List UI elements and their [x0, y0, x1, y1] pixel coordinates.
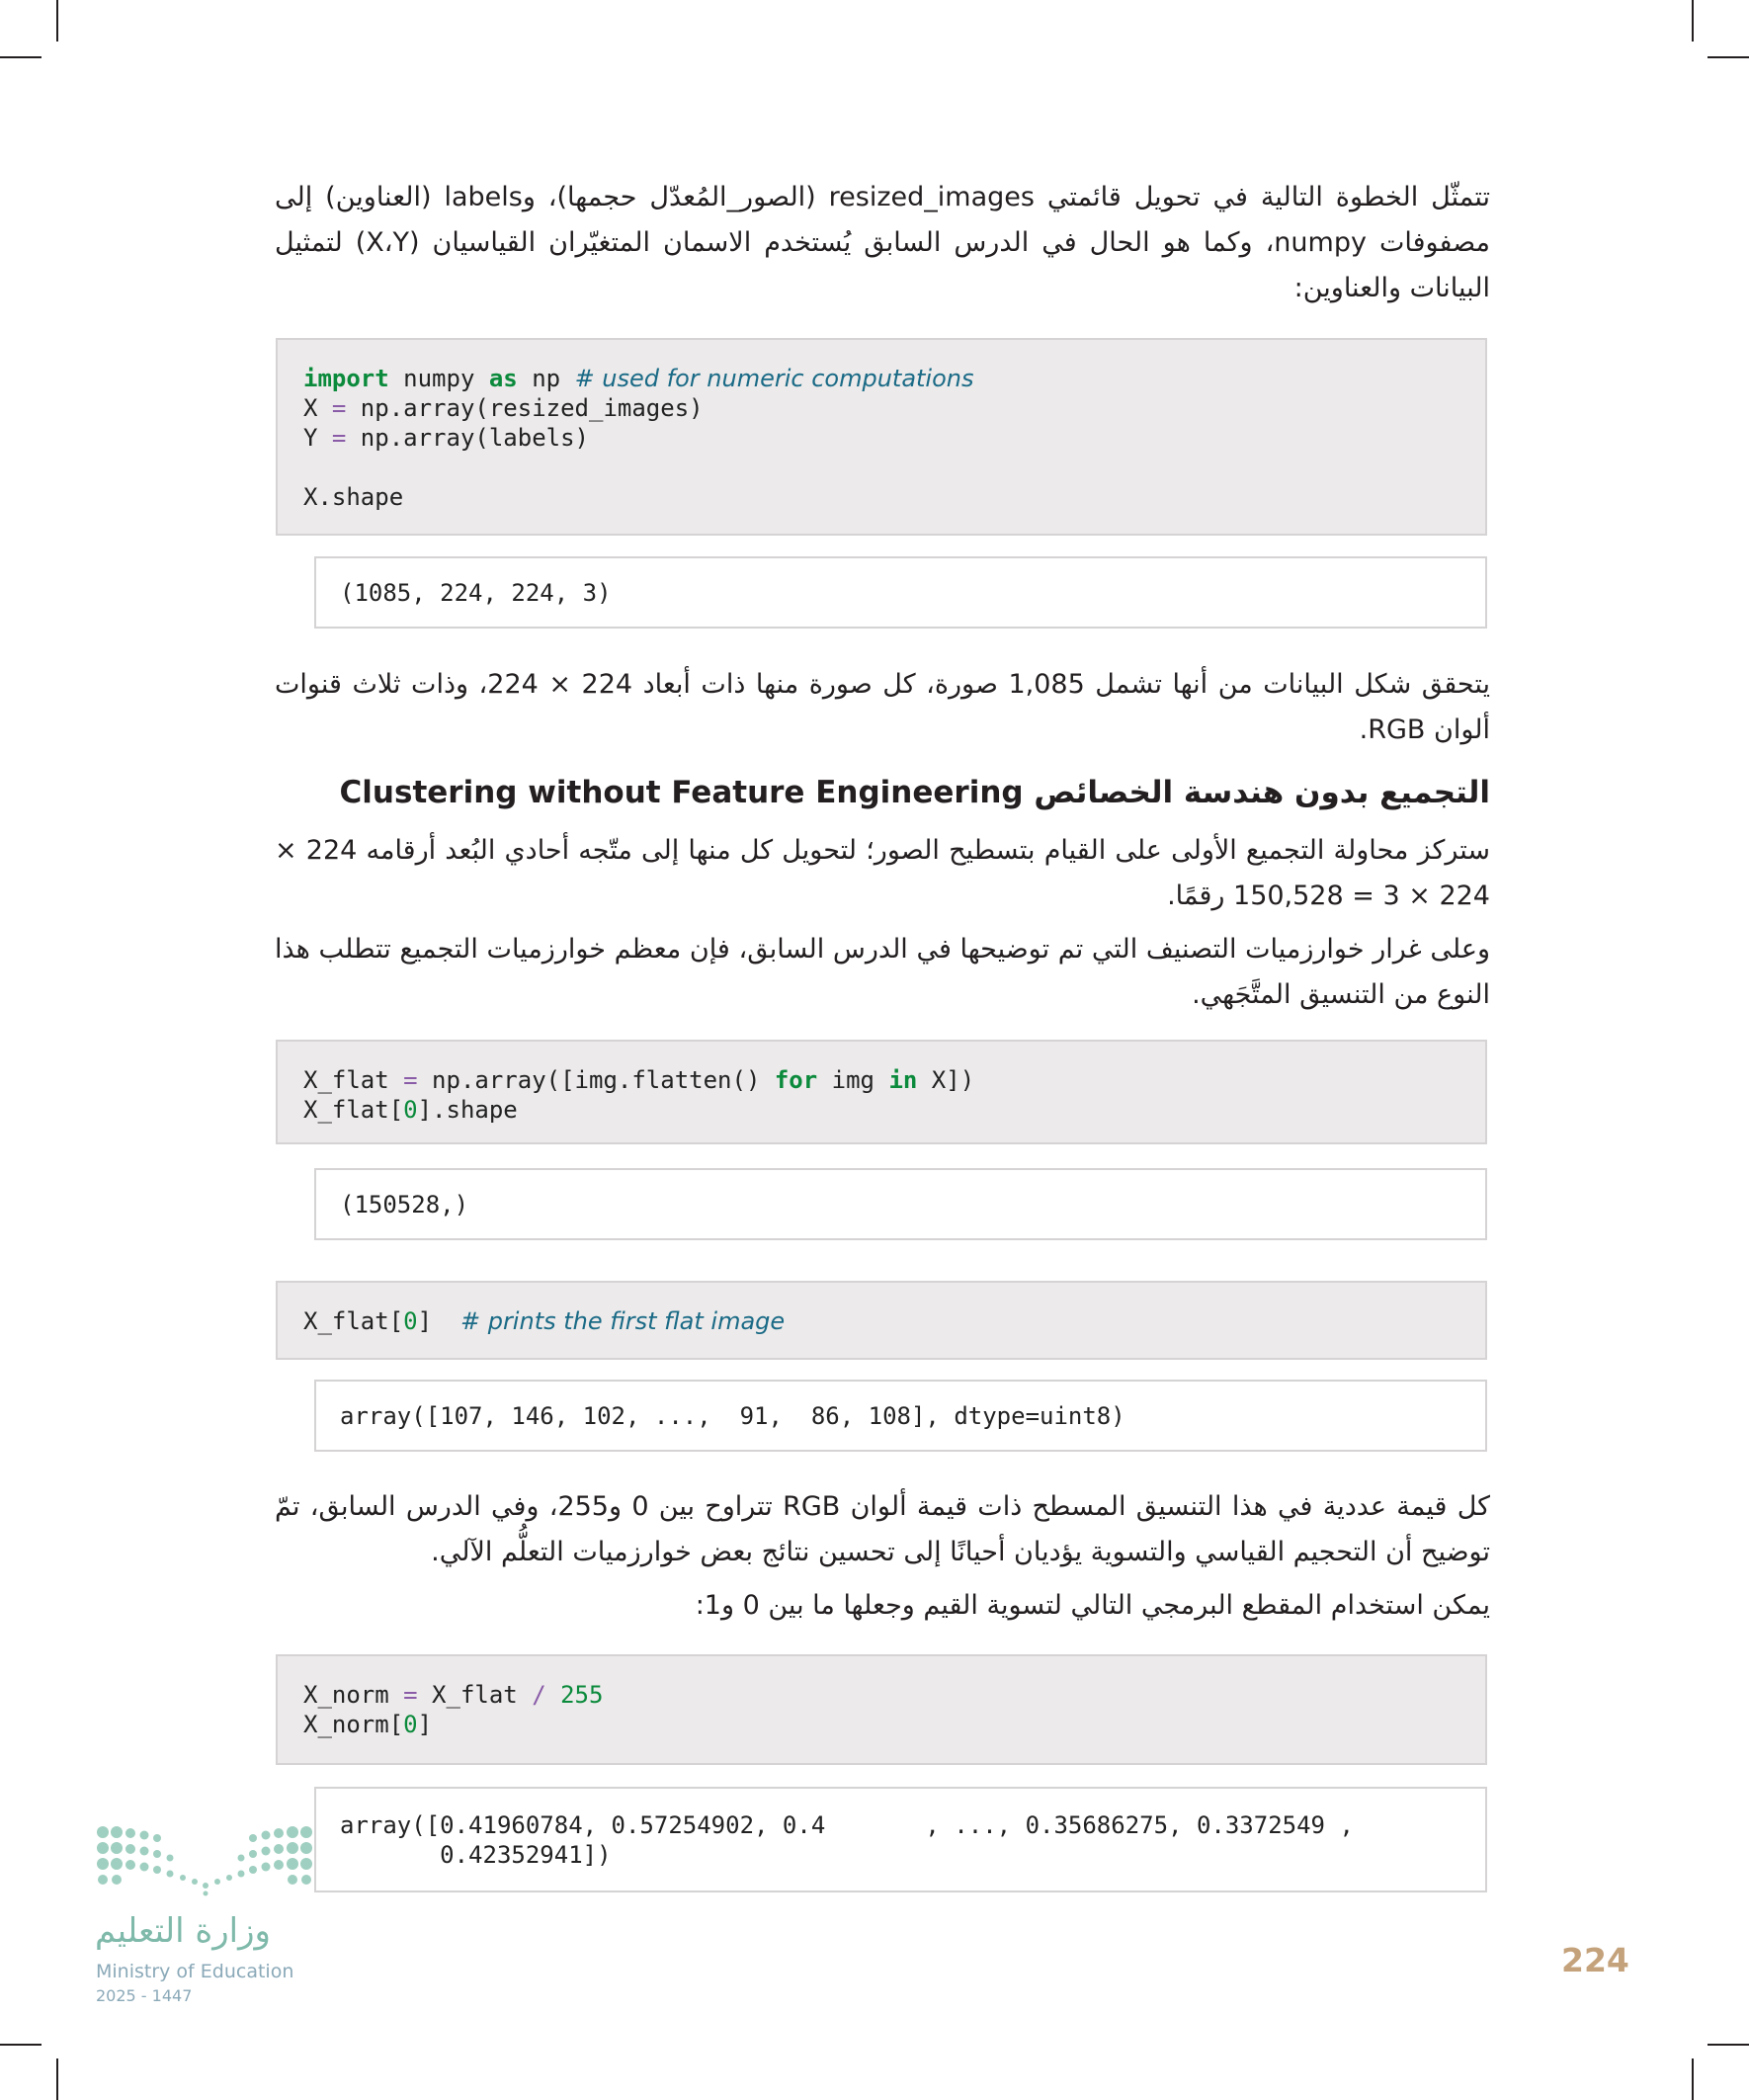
section-heading: التجميع بدون هندسة الخصائص Clustering without Feature Engineering — [339, 775, 1490, 810]
code-line: X = np.array(resized_images) — [303, 394, 704, 422]
crop-mark — [56, 0, 58, 42]
code-line: import numpy as np # used for numeric computations — [303, 365, 974, 392]
crop-mark — [1692, 2058, 1694, 2100]
crop-mark — [56, 2058, 58, 2100]
intro-paragraph: تتمثّل الخطوة التالية في تحويل قائمتي resized_images (الصور_المُعدّل حجمها)، وlabels (العناوين) إلى مصفوفات numpy، وكما هو الحال في الدرس السابق يُستخدم الاسمان المتغيّران القياسيان (X،Y) لتمثيل البيانات والعناوين: — [275, 182, 1491, 303]
crop-mark — [0, 2044, 42, 2046]
page-number: 224 — [1561, 1941, 1629, 1979]
code-line: X_flat[0] # prints the first flat image — [303, 1307, 786, 1335]
code-block-normalize — [276, 1654, 1487, 1765]
ministry-logo-icon — [95, 1824, 314, 1897]
crop-mark — [1707, 2044, 1749, 2046]
edition-year: 2025 - 1447 — [96, 1986, 193, 2005]
ministry-name-english: Ministry of Education — [96, 1961, 294, 1982]
code-line: X_flat[0].shape — [303, 1096, 518, 1124]
code-line: X_norm[0] — [303, 1711, 433, 1738]
code-block-numpy-arrays — [276, 338, 1487, 536]
output-normalized-array: array([0.41960784, 0.57254902, 0.4 , ..., 0.35686275, 0.3372549 , 0.42352941]) — [314, 1787, 1487, 1892]
code-line-blank — [303, 453, 1459, 482]
output-shape: (1085, 224, 224, 3) — [314, 556, 1487, 629]
flatten-paragraph: ستركز محاولة التجميع الأولى على القيام بتسطيح الصور؛ لتحويل كل منها إلى متّجه أحادي البُعد أرقامه 224 × 224 × 3 = 150,528 رقمًا. — [275, 835, 1490, 911]
crop-mark — [1707, 56, 1749, 58]
normalize-paragraph: يمكن استخدام المقطع البرمجي التالي لتسوية القيم وجعلها ما بين 0 و1: — [695, 1590, 1490, 1621]
code-block-flatten — [276, 1040, 1487, 1144]
code-line: X_norm = X_flat / 255 — [303, 1681, 604, 1709]
shape-paragraph: يتحقق شكل البيانات من أنها تشمل 1,085 صورة، كل صورة منها ذات أبعاد 224 × 224، وذات ثلاث قنوات ألوان RGB. — [275, 669, 1490, 745]
rgb-range-paragraph: كل قيمة عددية في هذا التنسيق المسطح ذات قيمة ألوان RGB تتراوح بين 0 و255، وفي الدرس السابق، تمّ توضيح أن التحجيم القياسي والتسوية يؤديان أحيانًا إلى تحسين نتائج بعض خوارزميات التعلُّم الآلي. — [275, 1491, 1491, 1567]
crop-mark — [0, 56, 42, 58]
code-line: X.shape — [303, 483, 404, 511]
output-flat-array: array([107, 146, 102, ..., 91, 86, 108], dtype=uint8) — [314, 1380, 1487, 1452]
crop-mark — [1692, 0, 1694, 42]
code-block-first-flat — [276, 1281, 1487, 1360]
code-line: X_flat = np.array([img.flatten() for img in X]) — [303, 1066, 975, 1094]
vector-format-paragraph: وعلى غرار خوارزميات التصنيف التي تم توضيحها في الدرس السابق، فإن معظم خوارزميات التجميع تتطلب هذا النوع من التنسيق المتَّجَهي. — [275, 934, 1490, 1010]
output-flat-shape: (150528,) — [314, 1168, 1487, 1240]
code-line: Y = np.array(labels) — [303, 424, 589, 452]
ministry-name-arabic: وزارة التعليم — [95, 1911, 271, 1951]
